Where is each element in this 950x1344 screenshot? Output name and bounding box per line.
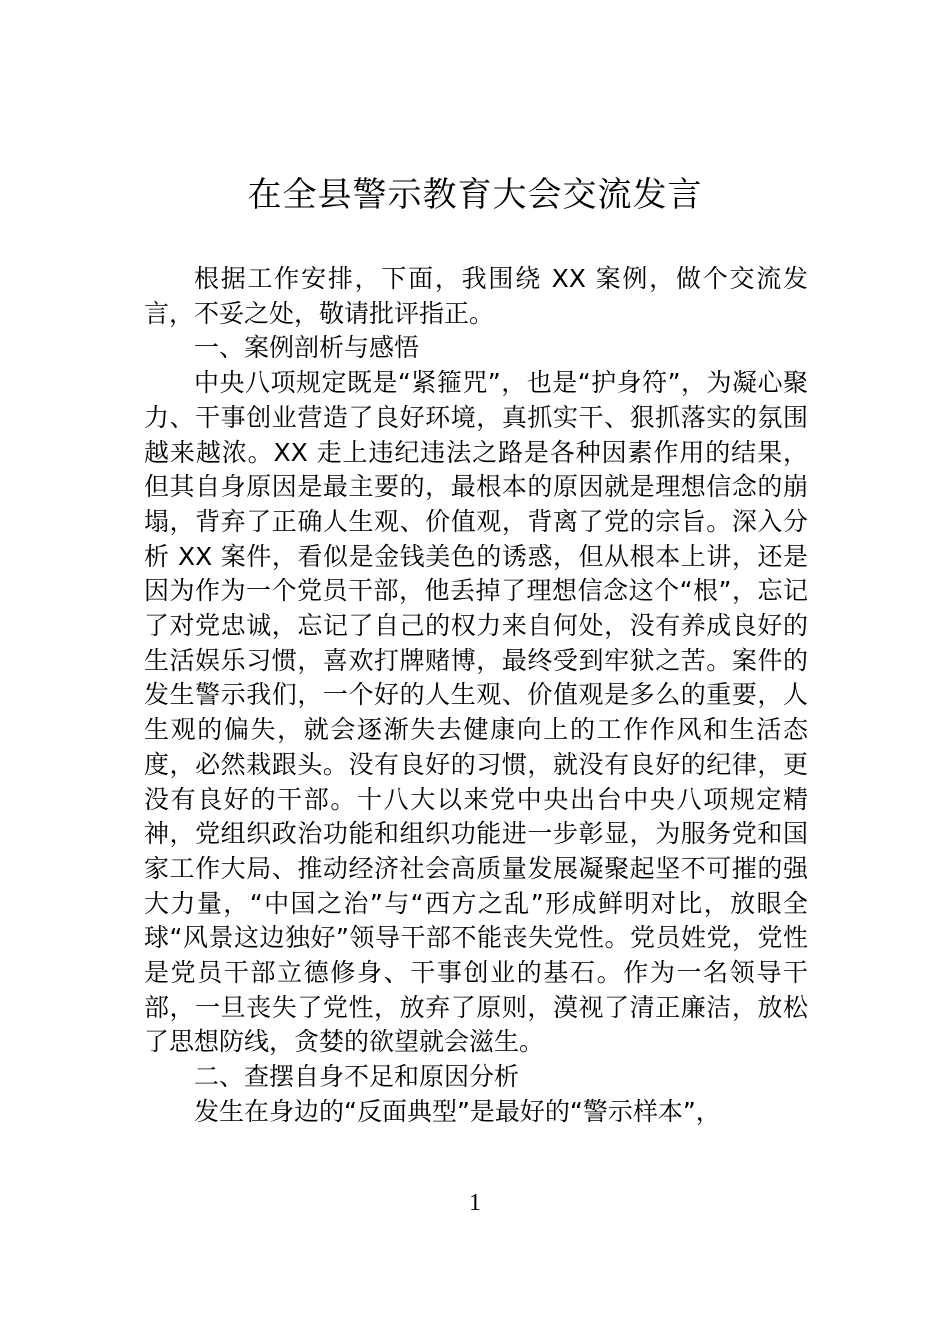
section-2-paragraph: 发生在身边的“反面典型”是最好的“警示样本”， xyxy=(194,1096,721,1126)
section-1-paragraph: 中央八项规定既是“紧箍咒”，也是“护身符”，为凝心聚力、干事创业营造了良好环境，真抓实干、狠抓落实的氛围越来越浓。XX 走上违纪违法之路是各种因素作用的结果，但其自身原因是最主要的，最根本的原因就是理想信念的崩塌，背弃了正确人生观、价值观，背离了党的宗旨。深入分析 XX 案件，看似是金钱美色的诱惑，但从根本上讲，还是因为作为一个党员干部，他丢掉了理想信念这个“根”，忘记了对党忠诚，忘记了自己的权力来自何处，没有养成良好的生活娱乐习惯，喜欢打牌赌博，最终受到牢狱之苦。案件的发生警示我们，一个好的人生观、价值观是多么的重要，人生观的偏失，就会逐渐失去健康向上的工作作风和生活态度，必然栽跟头。没有良好的习惯，就没有良好的纪律，更没有良好的干部。十八大以来党中央出台中央八项规定精神，党组织政治功能和组织功能进一步彰显，为服务党和国家工作大局、推动经济社会高质量发展凝聚起坚不可摧的强大力量，“中国之治”与“西方之乱”形成鲜明对比，放眼全球“风景这边独好”领导干部不能丧失党性。党员姓党，党性是党员干部立德修身、干事创业的基石。作为一名领导干部，一旦丧失了党性，放弃了原则，漠视了清正廉洁，放松了思想防线，贪婪的欲望就会滋生。 xyxy=(144,368,808,1057)
document-body xyxy=(144,262,808,1130)
intro-paragraph: 根据工作安排，下面，我围绕 XX 案例，做个交流发言，不妥之处，敬请批评指正。 xyxy=(144,264,808,328)
document-title: 在全县警示教育大会交流发言 xyxy=(247,175,703,215)
page-number: 1 xyxy=(469,1190,481,1216)
section-heading-1: 一、案例剖析与感悟 xyxy=(194,333,420,363)
section-heading-2: 二、查摆自身不足和原因分析 xyxy=(194,1062,520,1092)
